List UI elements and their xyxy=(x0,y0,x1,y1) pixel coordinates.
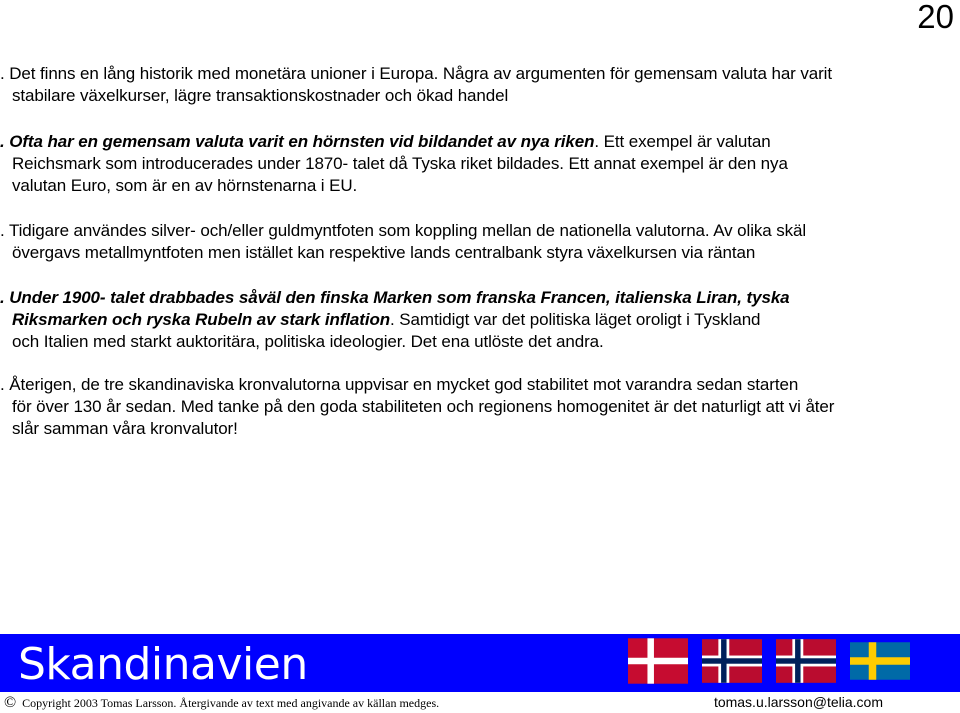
emphasis-line: . Under 1900- talet drabbades såväl den finska Marken som franska Francen, italienska Liran, tyska xyxy=(0,288,790,307)
norway-flag-icon xyxy=(776,638,836,684)
copyright-symbol-icon: © xyxy=(4,694,17,711)
paragraph-line: slår samman våra kronvalutor! xyxy=(12,419,238,438)
emphasis-text: Riksmarken och ryska Rubeln av stark inflation xyxy=(12,310,391,329)
sweden-flag-icon xyxy=(850,638,910,684)
paragraph-line: och Italien med starkt auktoritära, politiska ideologier. Det ena utlöste det andra. xyxy=(12,332,604,351)
paragraph-line: . Det finns en lång historik med monetära unioner i Europa. Några av argumenten för gemensam valuta har varit xyxy=(0,64,832,83)
footer-title: Skandinavien xyxy=(18,639,308,690)
paragraph-line: Reichsmark som introducerades under 1870- talet då Tyska riket bildades. Ett annat exempel är den nya xyxy=(12,154,788,173)
copyright-text: Copyright 2003 Tomas Larsson. Återgivande av text med angivande av källan medges. xyxy=(22,696,440,710)
footer-banner xyxy=(0,634,960,692)
paragraph-line xyxy=(0,131,788,153)
paragraph-line: stabilare växelkurser, lägre transaktionskostnader och ökad handel xyxy=(12,86,509,105)
paragraph-scandinavian-currencies xyxy=(0,374,834,440)
denmark-flag-icon xyxy=(628,638,688,684)
paragraph-line xyxy=(0,309,790,331)
paragraph-monetary-unions xyxy=(0,63,832,107)
paragraph-line: . Återigen, de tre skandinaviska kronvalutorna uppvisar en mycket god stabilitet mot varandra sedan starten xyxy=(0,375,799,394)
paragraph-common-currency xyxy=(0,131,788,197)
page-number: 20 xyxy=(917,0,954,35)
author-email: tomas.u.larsson@telia.com xyxy=(713,694,883,710)
paragraph-line: valutan Euro, som är en av hörnstenarna i EU. xyxy=(12,176,358,195)
paragraph-line: för över 130 år sedan. Med tanke på den goda stabiliteten och regionens homogenitet är det naturligt att vi åter xyxy=(12,397,835,416)
paragraph-text: . Ett exempel är valutan xyxy=(594,132,771,151)
copyright-notice xyxy=(4,695,439,711)
paragraph-inflation xyxy=(0,287,790,353)
paragraph-text: . Samtidigt var det politiska läget oroligt i Tyskland xyxy=(390,310,761,329)
footer-copyright-line xyxy=(0,692,960,713)
paragraph-line: . Tidigare användes silver- och/eller guldmyntfoten som koppling mellan de nationella valutorna. Av olika skäl xyxy=(0,221,807,240)
paragraph-line: övergavs metallmyntfoten men istället kan respektive lands centralbank styra växelkursen via räntan xyxy=(12,243,756,262)
paragraph-metal-standard xyxy=(0,220,806,264)
emphasis-text: . Ofta har en gemensam valuta varit en hörnsten vid bildandet av nya riken xyxy=(0,132,595,151)
norway-flag-icon xyxy=(702,638,762,684)
